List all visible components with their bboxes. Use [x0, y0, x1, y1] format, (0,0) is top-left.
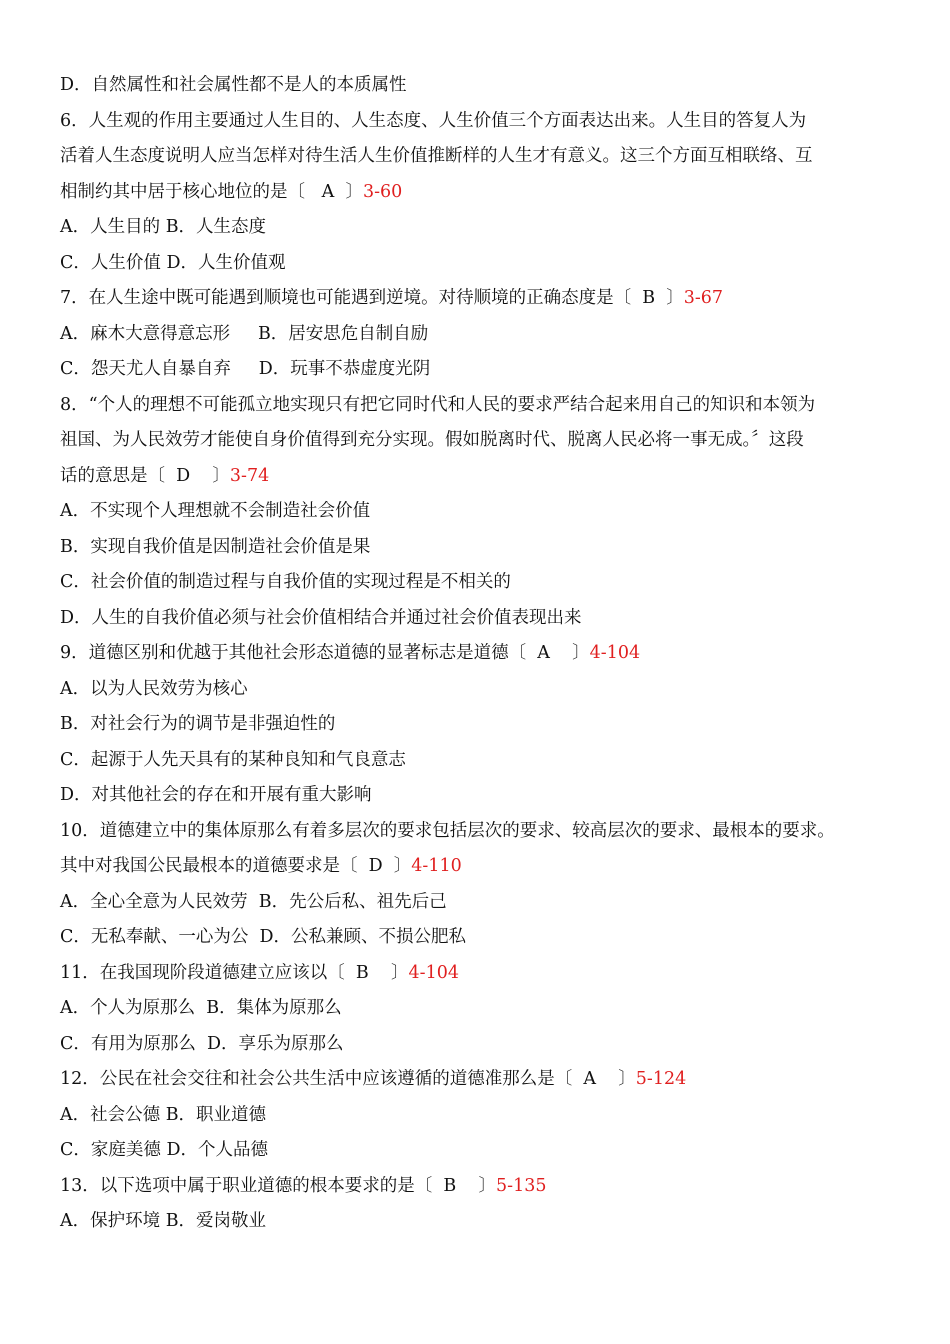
question-11-line: 11．在我国现阶段道德建立应该以〔 B 〕4-104: [60, 962, 459, 983]
option-line: C．人生价值 D．人生价值观: [60, 252, 286, 273]
option-line: A．保护环境 B．爱岗敬业: [60, 1211, 267, 1231]
option-line: A．人生目的 B．人生态度: [60, 217, 267, 237]
question-12-line: 12．公民在社会交往和社会公共生活中应该遵循的道德准那么是〔 A 〕5-124: [60, 1069, 687, 1089]
question-6-line: 相制约其中居于核心地位的是〔 A 〕3-60: [60, 181, 403, 202]
option-line: C．无私奉献、一心为公 D．公私兼顾、不损公肥私: [60, 927, 467, 947]
option-line: D．对其他社会的存在和开展有重大影响: [60, 785, 372, 805]
option-line: D．人生的自我价值必须与社会价值相结合并通过社会价值表现出来: [60, 607, 582, 628]
answer-reference: 5-124: [635, 1069, 687, 1089]
line-d-option: D．自然属性和社会属性都不是人的本质属性: [60, 75, 407, 95]
option-line: C．起源于人先天具有的某种良知和气良意志: [60, 749, 406, 770]
answer-reference: 4-104: [589, 643, 641, 663]
question-9-line: 9．道德区别和优越于其他社会形态道德的显著标志是道德〔 A 〕4-104: [60, 643, 641, 663]
question-8-line: 8．“个人的理想不可能孤立地实现只有把它同时代和人民的要求严结合起来用自己的知识和本领为: [60, 394, 816, 415]
option-line: C．有用为原那么 D．享乐为原那么: [60, 1033, 344, 1054]
question-6-line: 6．人生观的作用主要通过人生目的、人生态度、人生价值三个方面表达出来。人生目的答复人为: [60, 110, 807, 131]
answer-reference: 3-60: [362, 181, 403, 202]
answer-reference: 4-110: [411, 856, 462, 876]
answer-reference: 3-74: [229, 465, 270, 486]
option-line: A．全心全意为人民效劳 B．先公后私、祖先后己: [60, 891, 447, 912]
option-line: A．个人为原那么 B．集体为原那么: [60, 998, 342, 1018]
option-line: B．对社会行为的调节是非强迫性的: [60, 714, 336, 734]
answer-reference: 5-135: [496, 1175, 547, 1196]
question-6-line: 活着人生态度说明人应当怎样对待生活人生价值推断样的人生才有意义。这三个方面互相联络、互: [60, 146, 813, 166]
option-line: A．麻木大意得意忘形 B．居安思危自制自励: [60, 323, 429, 344]
option-line: A．以为人民效劳为核心: [60, 678, 248, 699]
question-10-line: 10．道德建立中的集体原那么有着多层次的要求包括层次的要求、较高层次的要求、最根本的要求。: [60, 820, 835, 841]
question-10-line: 其中对我国公民最根本的道德要求是〔 D 〕4-110: [60, 856, 462, 876]
option-line: C．家庭美德 D．个人品德: [60, 1140, 268, 1160]
question-8-line: 祖国、为人民效劳才能使自身价值得到充分实现。假如脱离时代、脱离人民必将一事无成。〞这段: [60, 430, 804, 450]
question-13-line: 13．以下选项中属于职业道德的根本要求的是〔 B 〕5-135: [60, 1175, 547, 1196]
answer-reference: 4-104: [408, 962, 459, 983]
answer-reference: 3-67: [683, 288, 724, 308]
question-7-line: 7．在人生途中既可能遇到顺境也可能遇到逆境。对待顺境的正确态度是〔 B 〕3-67: [60, 288, 724, 308]
option-line: A．社会公德 B．职业道德: [60, 1104, 267, 1125]
option-line: C．怨天尤人自暴自弃 D．玩事不恭虚度光阴: [60, 359, 431, 379]
question-8-line: 话的意思是〔 D 〕3-74: [60, 465, 270, 486]
option-line: B．实现自我价值是因制造社会价值是果: [60, 536, 371, 557]
option-line: A．不实现个人理想就不会制造社会价值: [60, 501, 371, 521]
option-line: C．社会价值的制造过程与自我价值的实现过程是不相关的: [60, 572, 511, 592]
